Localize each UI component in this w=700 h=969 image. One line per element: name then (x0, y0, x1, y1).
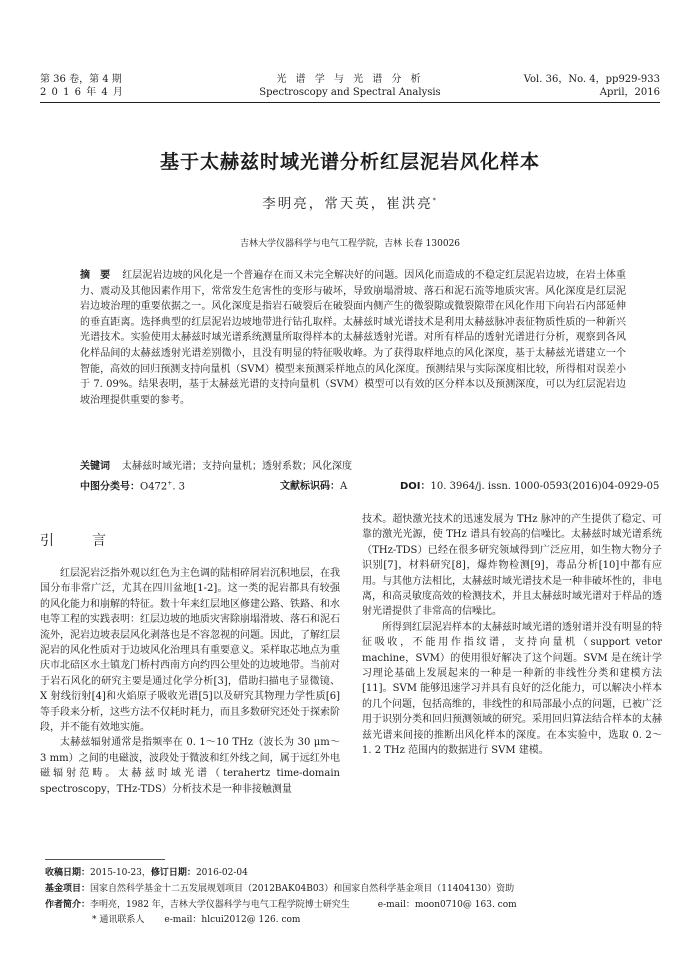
corresponding-label: * 通讯联系人 (92, 915, 145, 925)
footnote-bio (45, 898, 665, 912)
journal-title-cn: 光 谱 学 与 光 谱 分 析 (276, 74, 424, 85)
author-line (0, 192, 700, 212)
revised-date: 2016-02-04 (195, 868, 248, 878)
abstract-text: 红层泥岩边坡的风化是一个普遍存在而又未完全解决好的问题。因风化而造成的不稳定红层泥岩边坡，在岩土体重力、震动及其他因素作用下，常常发生危害性的变形与破坏，导致崩塌滑坡、落石和泥石流等地质灾害。风化深度是红层泥岩边坡治理的重要依据之一。风化深度是指岩石破裂后在破裂面内侧产生的微裂隙或微裂隙带在风化作用下向岩石内部延伸的垂直距离。选择典型的红层泥岩边坡地带进行钻孔取样。太赫兹时域光谱技术是利用太赫兹脉冲表征物质性质的一种新兴光谱技术。实验使用太赫兹时域光谱系统测量所取得样本的太赫兹透射光谱。对所有样品的透射光谱进行分析，观察到各风化样品间的太赫兹透射光谱差别微小，且没有明显的特征吸收峰。为了获得取样地点的风化深度，基于太赫兹光谱建立一个智能，高效的回归预测支持向量机（SVM）模型来预测采样地点的风化深度。预测结果与实际深度相比较，所得相对误差小于 7. 09%。结果表明，基于太赫兹光谱的支持向量机（SVM）模型可以有效的区分样本以及预测深度，可以为红层泥岩边坡治理提供重要的参考。 (80, 270, 627, 406)
clc-label: 中图分类号： (80, 481, 140, 493)
keywords-label: 关键词 (80, 461, 110, 472)
date-en: April，2016 (599, 87, 660, 98)
bio-text: 李明亮，1982 年，吉林大学仪器科学与电气工程学院博士研究生 (90, 900, 350, 910)
keywords (80, 459, 626, 474)
abstract-label: 摘 要 (80, 270, 111, 281)
received-label: 收稿日期： (45, 868, 91, 878)
revised-label: 修订日期： (150, 868, 196, 878)
authors: 李明亮，常天英，崔洪亮 (262, 196, 433, 212)
footnote-corresponding (92, 913, 700, 927)
footnote-dates (45, 866, 665, 880)
doc-code-value: A (340, 481, 348, 493)
intro-right-column (362, 512, 662, 759)
fund-label: 基金项目： (45, 884, 91, 894)
corr-email-label: e-mail： (164, 915, 202, 925)
intro-paragraph: 技术。超快激光技术的迅速发展为 THz 脉冲的产生提供了稳定、可靠的激光光源，使 THz 谱具有较高的信噪比。太赫兹时域光谱系统（THz-TDS）已经在很多研究领域得到广泛应用，如生物大物分子识别[7]，材料研究[8]，爆炸物检测[9]，毒品分析[10]中都有应用。与其他方法相比，太赫兹时域光谱技术是一种非破坏性的，非电离，和高灵敏度高效的检测技术，并且太赫兹时域光谱对于样品的透射光谱提供了非常高的信噪比。 (362, 514, 662, 618)
affiliation: 吉林大学仪器科学与电气工程学院，吉林 长春 130026 (239, 239, 461, 249)
doi-label: DOI： (400, 481, 431, 493)
classification-row (80, 476, 660, 494)
bio-email: moon0710@ 163. com (414, 900, 517, 910)
doc-code-label: 文献标识码： (280, 481, 340, 493)
doi-value: 10. 3964/j. issn. 1000-0593(2016)04-0929-05 (430, 481, 660, 493)
bio-email-label: e-mail： (377, 900, 415, 910)
header-rule (40, 102, 660, 103)
clc-sup: + (167, 480, 173, 487)
journal-title-en: Spectroscopy and Spectral Analysis (259, 87, 441, 98)
volume-issue-cn: 第 36 卷，第 4 期 (40, 74, 122, 85)
keywords-text: 太赫兹时域光谱；支持向量机；透射系数；风化深度 (122, 461, 352, 472)
intro-left-column (40, 566, 340, 797)
footnote-rule (45, 859, 165, 860)
date-cn: 2 0 1 6 年 4 月 (40, 87, 124, 98)
received-date: 2015-10-23， (90, 868, 151, 878)
bio-label: 作者简介： (45, 900, 91, 910)
intro-paragraph: 红层泥岩泛指外观以红色为主色调的陆相碎屑岩沉积地层，在我国分布非常广泛，尤其在四川盆地[1-2]。这一类的泥岩都具有较强的风化能力和崩解的特征。数十年来红层地区修建公路、铁路、和水电等工程的实践表明：红层边坡的地质灾害除崩塌滑坡、落石和泥石流外，泥岩边坡表层风化剥落也是不容忽视的问题。因此，了解红层泥岩的风化性质对于边坡风化治理具有重要意义。采样取芯地点为重庆市北碚区水土镇龙门桥村西南方向约四公里处的边坡地带。当前对于岩石风化的研究主要是通过化学分析[3]，借助扫描电子显微镜、X 射线衍射[4]和火焰原子吸收光谱[5]以及研究其物理力学性质[6]等手段来分析，这些方法不仅耗时耗力，而且多数研究还处于探索阶段，并不能有效地实施。 (40, 568, 340, 734)
intro-paragraph: 所得到红层泥岩样本的太赫兹时域光谱的透射谱并没有明显的特征吸收，不能用作指纹谱，支持向量机（support vetor machine，SVM）的使用很好解决了这个问题。SVM 是在统计学习理论基础上发展起来的一种是一种新的非线性分类和建模方法[11]。SVM 能够迅速学习并具有良好的泛化能力，可以解决小样本的几个问题，包括高维的，非线性的和局部最小点的问题，已被广泛用于识别分类和回归预测领域的研究。采用回归算法结合样本的太赫兹光谱来间接的推断出风化样本的深度。在本实验中，选取 0. 2～1. 2 THz 范围内的数据进行 SVM 建模。 (362, 621, 662, 757)
clc-value: O472 (140, 481, 168, 493)
abstract (80, 268, 626, 408)
footnote-fund (45, 882, 665, 896)
volume-pages-en: Vol. 36，No. 4，pp929-933 (523, 74, 660, 85)
intro-paragraph: 太赫兹辐射通常是指频率在 0. 1～10 THz（波长为 30 μm～3 mm）之间的电磁波，波段处于微波和红外线之间，属于远红外电磁辐射范畴。太赫兹时域光谱（terahertz time-domain spectroscopy，THz-TDS）分析技术是一种非接触测量 (40, 737, 340, 795)
corresponding-author-mark: * (432, 197, 438, 205)
article-title: 基于太赫兹时域光谱分析红层泥岩风化样本 (159, 151, 540, 173)
fund-text: 国家自然科学基金十二五发展规划项目（2012BAK04B03）和国家自然科学基金项目（11404130）资助 (90, 884, 515, 894)
clc-suffix: . 3 (172, 481, 186, 493)
corr-email: hlcui2012@ 126. com (201, 915, 301, 925)
section-heading-introduction: 引 言 (40, 533, 118, 549)
